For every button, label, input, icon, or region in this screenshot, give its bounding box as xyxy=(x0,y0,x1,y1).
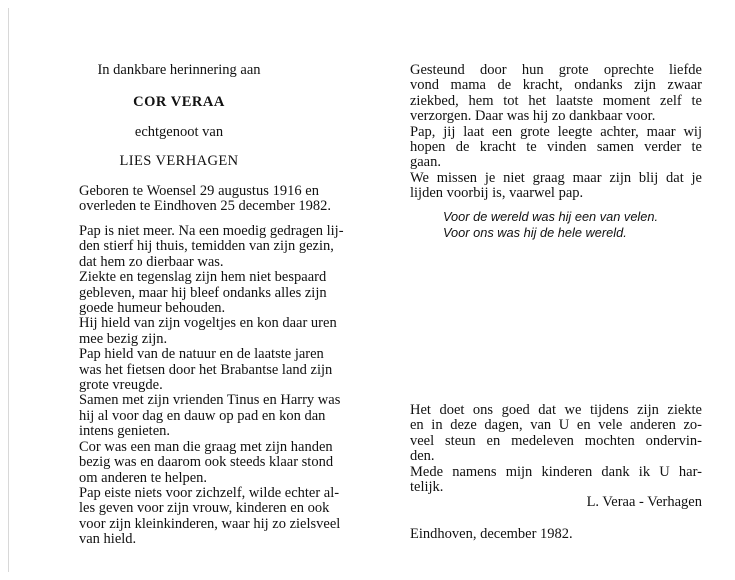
spouse-name: LIES VERHAGEN xyxy=(119,153,239,169)
text-line: Het doet ons goed dat we tijdens zijn ziekte xyxy=(410,402,702,418)
text-line: bezig was en daarom ook steeds klaar stond xyxy=(79,454,334,471)
thanks-text xyxy=(410,403,702,495)
text-line: les geven voor zijn vrouw, kinderen en ook xyxy=(79,500,330,517)
text-line: telijk. xyxy=(410,479,444,496)
memorial-quote xyxy=(443,209,703,240)
text-line: Pap hield van de natuur en de laatste jaren xyxy=(79,346,324,363)
text-line: Pap eiste niets voor zichzelf, wilde echter al- xyxy=(79,484,340,501)
quote-line: Voor de wereld was hij een van velen. xyxy=(443,209,659,224)
text-line: van hield. xyxy=(79,531,137,548)
place-date: Eindhoven, december 1982. xyxy=(410,526,573,542)
support-text xyxy=(410,63,702,202)
deceased-name: COR VERAA xyxy=(133,94,225,110)
text-line: Geboren te Woensel 29 augustus 1916 en xyxy=(79,183,319,199)
card-edge xyxy=(8,8,9,572)
life-story-text xyxy=(79,223,344,548)
text-line: Pap is niet meer. Na een moedig gedragen lij- xyxy=(79,223,344,239)
text-line: grote vreugde. xyxy=(79,377,163,394)
text-line: intens genieten. xyxy=(79,423,171,440)
signature: L. Veraa - Verhagen xyxy=(586,494,702,510)
text-line: gebleven, maar hij bleef ondanks alles zijn xyxy=(79,284,327,301)
text-line: Ziekte en tegenslag zijn hem niet bespaard xyxy=(79,269,327,286)
text-line: Pap, jij laat een grote leegte achter, maar wij xyxy=(410,123,702,140)
text-line: Samen met zijn vrienden Tinus en Harry was xyxy=(79,392,341,409)
text-line: verzorgen. Daar was hij zo dankbaar voor. xyxy=(410,108,656,125)
text-line: vond mama de kracht, ondanks zijn zwaar xyxy=(410,77,702,94)
dedication-heading: In dankbare herinnering aan xyxy=(97,62,261,78)
text-line: veel steun en medeleven mochten ondervin- xyxy=(410,432,702,449)
text-line: den. xyxy=(410,448,435,465)
text-line: den stierf hij thuis, temidden van zijn gezin, xyxy=(79,238,334,255)
text-line: overleden te Eindhoven 25 december 1982. xyxy=(79,198,332,215)
text-line: ziekbed, hem tot het laatste moment zelf te xyxy=(410,92,702,109)
text-line: om anderen te helpen. xyxy=(79,469,208,486)
text-line: We missen je niet graag maar zijn blij dat je xyxy=(410,169,702,186)
quote-line: Voor ons was hij de hele wereld. xyxy=(443,224,627,240)
text-line: goede humeur behouden. xyxy=(79,300,226,317)
text-line: Cor was een man die graag met zijn handen xyxy=(79,438,333,455)
birth-death-text xyxy=(79,183,332,215)
text-line: was het fietsen door het Brabantse land zijn xyxy=(79,361,333,378)
spouse-label: echtgenoot van xyxy=(134,124,224,140)
text-line: Mede namens mijn kinderen dank ik U har- xyxy=(410,463,702,480)
text-line: dat hem zo dierbaar was. xyxy=(79,253,224,270)
text-line: en in deze dagen, van U en vele anderen zo- xyxy=(410,417,702,434)
text-line: mee bezig zijn. xyxy=(79,330,168,347)
text-line: gaan. xyxy=(410,154,441,171)
text-line: Hij hield van zijn vogeltjes en kon daar uren xyxy=(79,315,337,332)
text-line: voor zijn kleinkinderen, waar hij zo zielsveel xyxy=(79,515,341,532)
text-line: hopen de kracht te vinden samen verder te xyxy=(410,139,702,156)
text-line: lijden voorbij is, vaarwel pap. xyxy=(410,185,584,202)
text-line: Gesteund door hun grote oprechte liefde xyxy=(410,62,702,78)
text-line: hij al voor dag en dauw op pad en kon dan xyxy=(79,407,326,424)
